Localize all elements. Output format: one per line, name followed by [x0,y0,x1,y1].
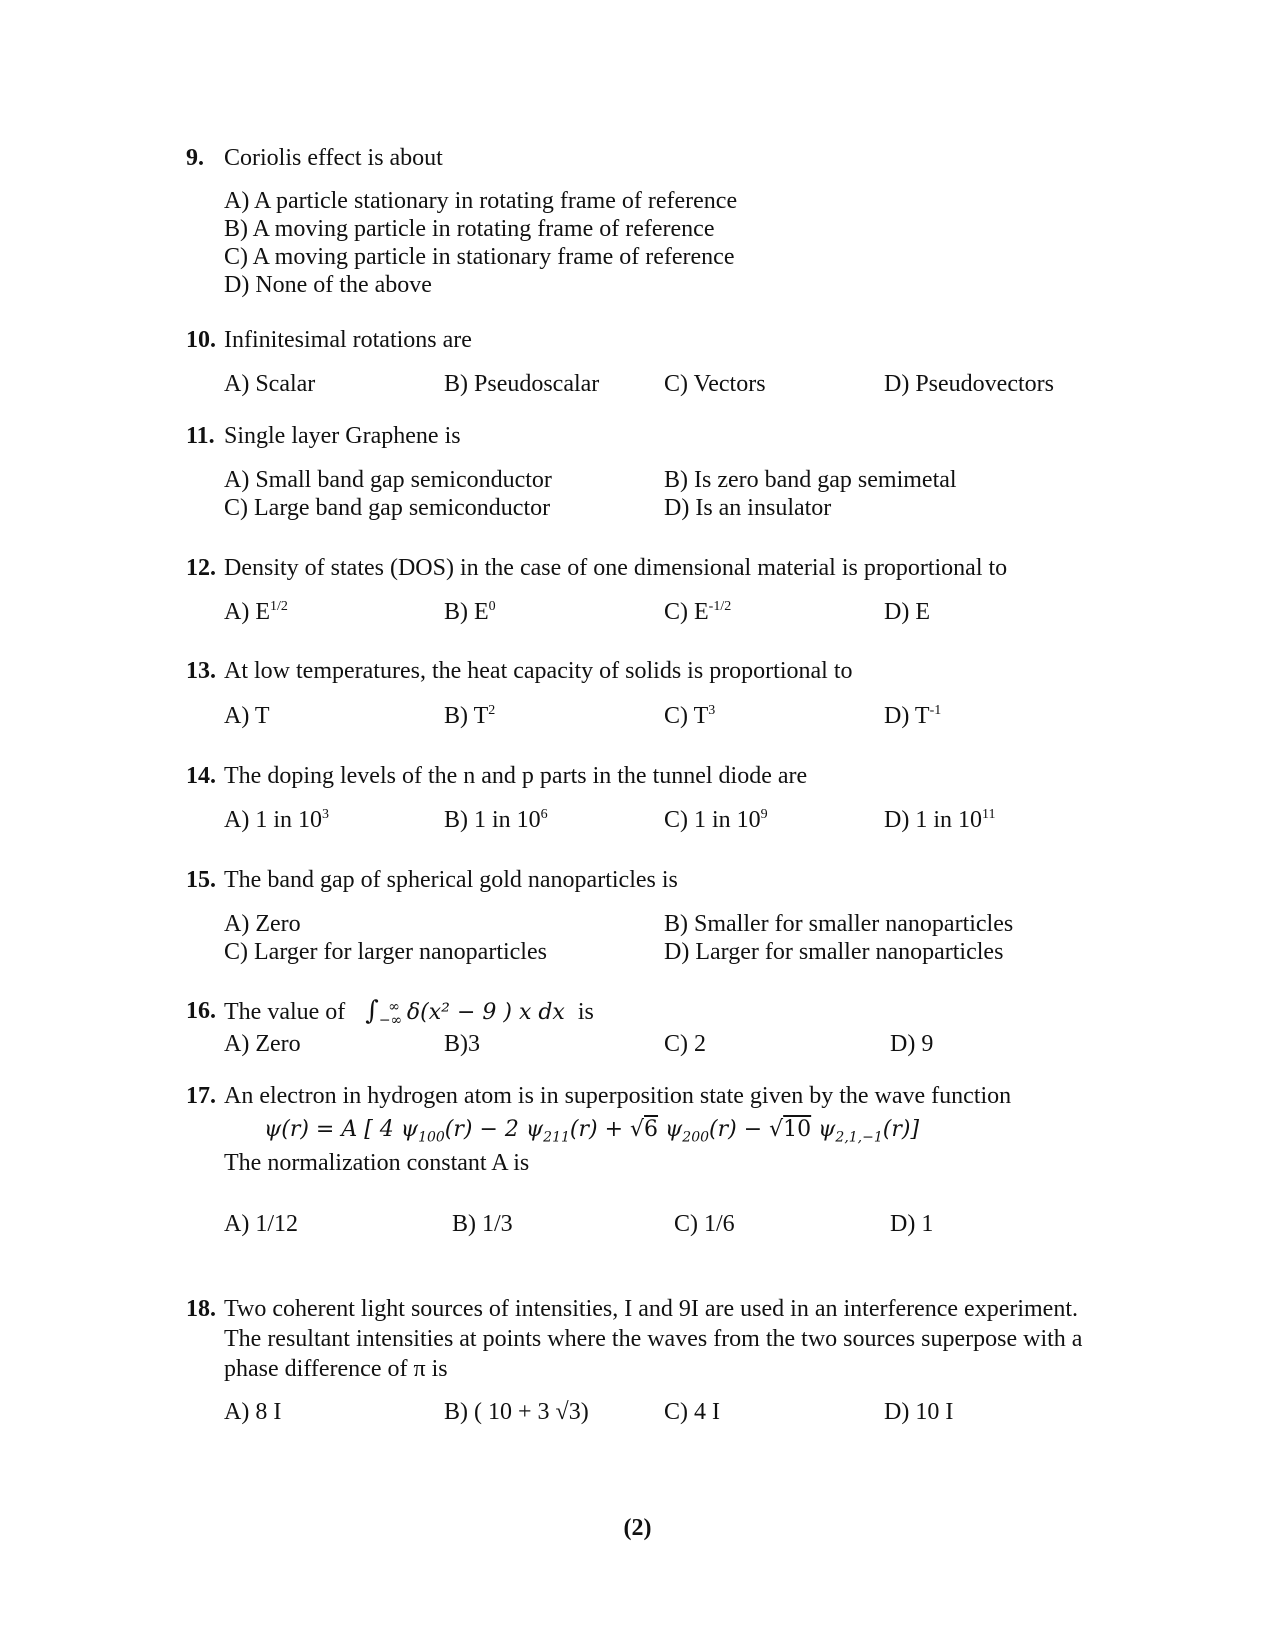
question-18 [186,1293,1186,1325]
option-b: B) Smaller for smaller nanoparticles [664,911,1014,937]
question-number: 9. [186,145,204,171]
option-b: B) ( 10 + 3 √3) [444,1399,589,1425]
option-c: C) Vectors [664,371,766,397]
options-18 [224,1398,1124,1426]
wave-function-equation: ψ(r) = A [ 4 $\psi_{100}(r) - 2$ $\psi_{211}(r) + √6$ $\psi_{200}(r) - √10$ $\psi_{2,1,-1}(r)$] [264,1117,920,1146]
options-16 [224,1030,1124,1058]
question-number: 16. [186,998,216,1024]
option-a: A) Zero [224,1031,301,1057]
option-c: C) $T^3$ [664,703,716,729]
question-text: An electron in hydrogen atom is in superposition state given by the wave function [224,1083,1012,1109]
option-c: C) Larger for larger nanoparticles [224,939,547,965]
question-11 [186,420,1126,452]
option-a: A) $E^{1/2}$ [224,599,288,625]
question-text: Density of states (DOS) in the case of one dimensional material is proportional to [224,555,1008,581]
question-15 [186,864,1126,896]
question-9 [186,142,1126,174]
option-c: C) 1/6 [674,1211,735,1237]
option-d: D) Pseudovectors [884,371,1054,397]
option-a: A) A particle stationary in rotating frame of reference [224,188,738,214]
question-number: 13. [186,658,216,684]
option-a: A) Zero [224,911,301,937]
option-b: B) 1 in $10^6$ [444,807,548,833]
question-text: Single layer Graphene is [224,423,461,449]
options-10 [224,370,1124,398]
question-text-line2: The resultant intensities at points where the waves from the two sources superpose with a [224,1326,1083,1352]
question-10 [186,324,1126,356]
options-13 [224,702,1124,730]
option-d: D) E [884,599,930,625]
option-c: C) 1 in $10^9$ [664,807,768,833]
page-number: (2) [623,1515,652,1541]
options-11 [224,466,1124,522]
option-c: C) $E^{-1/2}$ [664,599,732,625]
option-a: A) Scalar [224,371,316,397]
option-b: B) Is zero band gap semimetal [664,467,957,493]
question-text: Coriolis effect is about [224,145,443,171]
question-text: At low temperatures, the heat capacity of solids is proportional to [224,658,853,684]
question-number: 12. [186,555,216,581]
option-d: D) 10 I [884,1399,954,1425]
question-14 [186,760,1126,792]
options-15 [224,910,1124,966]
question-number: 11. [186,423,215,449]
question-text: The doping levels of the n and p parts in the tunnel diode are [224,763,808,789]
question-text: Two coherent light sources of intensities, I and 9I are used in an interference experiment. [224,1296,1079,1322]
question-number: 10. [186,327,216,353]
question-16 [186,995,1126,1027]
option-b: B) A moving particle in rotating frame of reference [224,216,715,242]
question-text: The band gap of spherical gold nanoparticles is [224,867,678,893]
option-b: B) $E^0$ [444,599,496,625]
option-b: B) 1/3 [452,1211,513,1237]
option-a: A) T [224,703,270,729]
option-a: A) 1/12 [224,1211,298,1237]
option-d: D) None of the above [224,272,432,298]
question-number: 15. [186,867,216,893]
option-a: A) 1 in $10^3$ [224,807,329,833]
option-d: D) Is an insulator [664,495,832,521]
question-13 [186,655,1126,687]
option-c: C) A moving particle in stationary frame of reference [224,244,735,270]
question-text-line3: phase difference of π is [224,1356,448,1382]
question-number: 18. [186,1296,216,1322]
options-12 [224,598,1124,626]
question-subtext: The normalization constant A is [224,1150,530,1176]
option-c: C) 2 [664,1031,706,1057]
option-d: D) 9 [890,1031,934,1057]
option-c: C) Large band gap semiconductor [224,495,551,521]
question-17 [186,1080,1126,1112]
option-a: A) Small band gap semiconductor [224,467,552,493]
question-text: Infinitesimal rotations are [224,327,472,353]
question-number: 17. [186,1083,216,1109]
option-b: B)3 [444,1031,480,1057]
option-d: D) $T^{-1}$ [884,703,942,729]
option-d: D) 1 [890,1211,934,1237]
question-text: The value of $\int_{-\infty}^\infty$ δ(x² − 9 ) x dx is [224,996,594,1029]
question-number: 14. [186,763,216,789]
question-12 [186,552,1126,584]
options-17 [224,1210,1124,1238]
integral-expression: $\int_{-\infty}^\infty$ δ(x² − 9 ) x dx [365,996,565,1029]
option-d: D) 1 in $10^{11}$ [884,807,996,833]
options-14 [224,806,1124,834]
option-d: D) Larger for smaller nanoparticles [664,939,1004,965]
options-9 [224,187,1124,299]
option-a: A) 8 I [224,1399,282,1425]
option-b: B) Pseudoscalar [444,371,600,397]
option-c: C) 4 I [664,1399,720,1425]
option-b: B) $T^2$ [444,703,496,729]
